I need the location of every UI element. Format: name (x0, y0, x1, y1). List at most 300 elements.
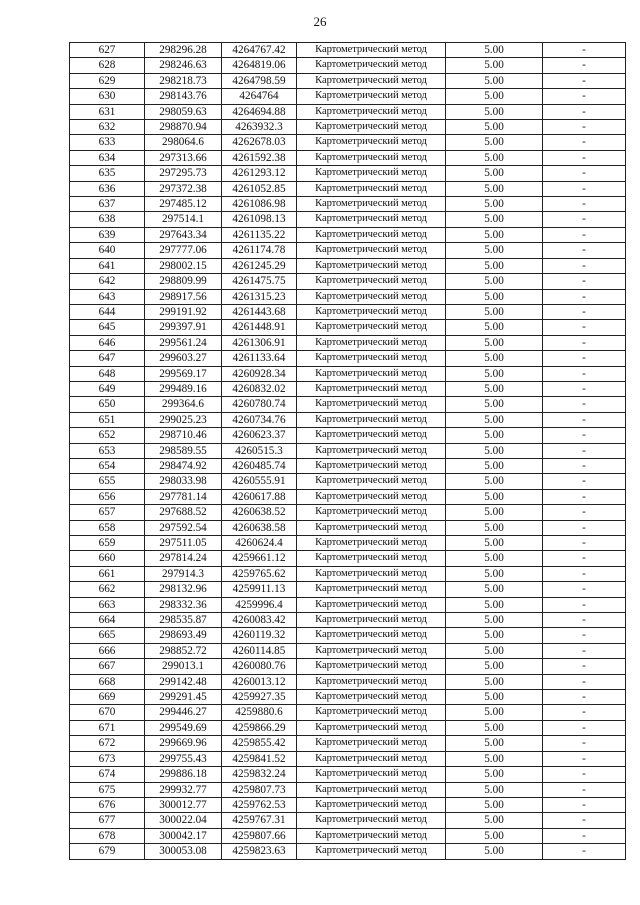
accuracy-cell: 5.00 (446, 412, 543, 427)
x-coordinate-cell: 297485.12 (145, 197, 222, 212)
y-coordinate-cell: 4260555.91 (222, 474, 297, 489)
note-cell: - (543, 736, 626, 751)
note-cell: - (543, 797, 626, 812)
table-row (70, 243, 626, 258)
note-cell: - (543, 274, 626, 289)
note-cell: - (543, 705, 626, 720)
x-coordinate-cell: 299142.48 (145, 674, 222, 689)
method-cell: Картометрический метод (297, 289, 446, 304)
note-cell: - (543, 582, 626, 597)
accuracy-cell: 5.00 (446, 474, 543, 489)
note-cell: - (543, 243, 626, 258)
y-coordinate-cell: 4261448.91 (222, 320, 297, 335)
point-number-cell: 633 (70, 135, 145, 150)
method-cell: Картометрический метод (297, 674, 446, 689)
table-row (70, 643, 626, 658)
accuracy-cell: 5.00 (446, 582, 543, 597)
note-cell: - (543, 674, 626, 689)
y-coordinate-cell: 4259996.4 (222, 597, 297, 612)
note-cell: - (543, 844, 626, 859)
point-number-cell: 665 (70, 628, 145, 643)
accuracy-cell: 5.00 (446, 659, 543, 674)
note-cell: - (543, 43, 626, 58)
table-row (70, 150, 626, 165)
x-coordinate-cell: 299549.69 (145, 720, 222, 735)
method-cell: Картометрический метод (297, 181, 446, 196)
accuracy-cell: 5.00 (446, 782, 543, 797)
note-cell: - (543, 813, 626, 828)
y-coordinate-cell: 4259767.31 (222, 813, 297, 828)
y-coordinate-cell: 4261443.68 (222, 304, 297, 319)
y-coordinate-cell: 4260623.37 (222, 428, 297, 443)
note-cell: - (543, 89, 626, 104)
x-coordinate-cell: 299489.16 (145, 381, 222, 396)
x-coordinate-cell: 298059.63 (145, 104, 222, 119)
x-coordinate-cell: 298218.73 (145, 73, 222, 88)
point-number-cell: 675 (70, 782, 145, 797)
table-row (70, 828, 626, 843)
accuracy-cell: 5.00 (446, 443, 543, 458)
method-cell: Картометрический метод (297, 844, 446, 859)
note-cell: - (543, 366, 626, 381)
point-number-cell: 629 (70, 73, 145, 88)
x-coordinate-cell: 298917.56 (145, 289, 222, 304)
y-coordinate-cell: 4260114.85 (222, 643, 297, 658)
accuracy-cell: 5.00 (446, 597, 543, 612)
table-row (70, 782, 626, 797)
point-number-cell: 671 (70, 720, 145, 735)
note-cell: - (543, 428, 626, 443)
accuracy-cell: 5.00 (446, 197, 543, 212)
accuracy-cell: 5.00 (446, 89, 543, 104)
x-coordinate-cell: 299291.45 (145, 690, 222, 705)
method-cell: Картометрический метод (297, 412, 446, 427)
y-coordinate-cell: 4261306.91 (222, 335, 297, 350)
x-coordinate-cell: 298535.87 (145, 613, 222, 628)
x-coordinate-cell: 297643.34 (145, 227, 222, 242)
accuracy-cell: 5.00 (446, 320, 543, 335)
method-cell: Картометрический метод (297, 397, 446, 412)
table-row (70, 73, 626, 88)
note-cell: - (543, 289, 626, 304)
table-row (70, 289, 626, 304)
method-cell: Картометрический метод (297, 243, 446, 258)
accuracy-cell: 5.00 (446, 104, 543, 119)
method-cell: Картометрический метод (297, 797, 446, 812)
x-coordinate-cell: 299561.24 (145, 335, 222, 350)
table-row (70, 705, 626, 720)
x-coordinate-cell: 297295.73 (145, 166, 222, 181)
table-row (70, 505, 626, 520)
note-cell: - (543, 197, 626, 212)
method-cell: Картометрический метод (297, 212, 446, 227)
point-number-cell: 654 (70, 458, 145, 473)
x-coordinate-cell: 298132.96 (145, 582, 222, 597)
y-coordinate-cell: 4260083.42 (222, 613, 297, 628)
y-coordinate-cell: 4259661.12 (222, 551, 297, 566)
y-coordinate-cell: 4260638.52 (222, 505, 297, 520)
table-row (70, 458, 626, 473)
y-coordinate-cell: 4259762.53 (222, 797, 297, 812)
y-coordinate-cell: 4260928.34 (222, 366, 297, 381)
method-cell: Картометрический метод (297, 43, 446, 58)
point-number-cell: 651 (70, 412, 145, 427)
y-coordinate-cell: 4259823.63 (222, 844, 297, 859)
accuracy-cell: 5.00 (446, 58, 543, 73)
x-coordinate-cell: 299025.23 (145, 412, 222, 427)
coordinates-table-body (70, 43, 626, 860)
y-coordinate-cell: 4259807.73 (222, 782, 297, 797)
y-coordinate-cell: 4261135.22 (222, 227, 297, 242)
point-number-cell: 653 (70, 443, 145, 458)
y-coordinate-cell: 4260013.12 (222, 674, 297, 689)
point-number-cell: 639 (70, 227, 145, 242)
point-number-cell: 647 (70, 351, 145, 366)
x-coordinate-cell: 298809.99 (145, 274, 222, 289)
method-cell: Картометрический метод (297, 458, 446, 473)
point-number-cell: 640 (70, 243, 145, 258)
accuracy-cell: 5.00 (446, 674, 543, 689)
table-row (70, 720, 626, 735)
table-row (70, 736, 626, 751)
table-row (70, 381, 626, 396)
note-cell: - (543, 643, 626, 658)
accuracy-cell: 5.00 (446, 243, 543, 258)
note-cell: - (543, 828, 626, 843)
note-cell: - (543, 720, 626, 735)
y-coordinate-cell: 4260734.76 (222, 412, 297, 427)
note-cell: - (543, 443, 626, 458)
point-number-cell: 664 (70, 613, 145, 628)
note-cell: - (543, 351, 626, 366)
accuracy-cell: 5.00 (446, 828, 543, 843)
table-row (70, 351, 626, 366)
x-coordinate-cell: 297514.1 (145, 212, 222, 227)
point-number-cell: 656 (70, 489, 145, 504)
table-row (70, 304, 626, 319)
method-cell: Картометрический метод (297, 197, 446, 212)
table-row (70, 566, 626, 581)
note-cell: - (543, 566, 626, 581)
note-cell: - (543, 458, 626, 473)
x-coordinate-cell: 299886.18 (145, 767, 222, 782)
accuracy-cell: 5.00 (446, 351, 543, 366)
point-number-cell: 636 (70, 181, 145, 196)
point-number-cell: 679 (70, 844, 145, 859)
note-cell: - (543, 536, 626, 551)
point-number-cell: 676 (70, 797, 145, 812)
x-coordinate-cell: 297914.3 (145, 566, 222, 581)
table-row (70, 181, 626, 196)
x-coordinate-cell: 298033.98 (145, 474, 222, 489)
point-number-cell: 668 (70, 674, 145, 689)
y-coordinate-cell: 4261086.98 (222, 197, 297, 212)
x-coordinate-cell: 299013.1 (145, 659, 222, 674)
point-number-cell: 644 (70, 304, 145, 319)
y-coordinate-cell: 4264694.88 (222, 104, 297, 119)
y-coordinate-cell: 4259866.29 (222, 720, 297, 735)
method-cell: Картометрический метод (297, 597, 446, 612)
accuracy-cell: 5.00 (446, 751, 543, 766)
method-cell: Картометрический метод (297, 258, 446, 273)
x-coordinate-cell: 297511.05 (145, 536, 222, 551)
x-coordinate-cell: 297814.24 (145, 551, 222, 566)
x-coordinate-cell: 300042.17 (145, 828, 222, 843)
method-cell: Картометрический метод (297, 73, 446, 88)
y-coordinate-cell: 4264819.06 (222, 58, 297, 73)
point-number-cell: 632 (70, 120, 145, 135)
x-coordinate-cell: 298870.94 (145, 120, 222, 135)
y-coordinate-cell: 4262678.03 (222, 135, 297, 150)
y-coordinate-cell: 4264764 (222, 89, 297, 104)
x-coordinate-cell: 299397.91 (145, 320, 222, 335)
table-row (70, 120, 626, 135)
x-coordinate-cell: 298296.28 (145, 43, 222, 58)
note-cell: - (543, 474, 626, 489)
note-cell: - (543, 381, 626, 396)
accuracy-cell: 5.00 (446, 227, 543, 242)
table-row (70, 597, 626, 612)
method-cell: Картометрический метод (297, 227, 446, 242)
y-coordinate-cell: 4259765.62 (222, 566, 297, 581)
method-cell: Картометрический метод (297, 782, 446, 797)
x-coordinate-cell: 300012.77 (145, 797, 222, 812)
method-cell: Картометрический метод (297, 813, 446, 828)
method-cell: Картометрический метод (297, 520, 446, 535)
accuracy-cell: 5.00 (446, 628, 543, 643)
x-coordinate-cell: 299669.96 (145, 736, 222, 751)
point-number-cell: 650 (70, 397, 145, 412)
method-cell: Картометрический метод (297, 381, 446, 396)
method-cell: Картометрический метод (297, 489, 446, 504)
method-cell: Картометрический метод (297, 366, 446, 381)
note-cell: - (543, 659, 626, 674)
note-cell: - (543, 782, 626, 797)
note-cell: - (543, 181, 626, 196)
table-row (70, 674, 626, 689)
accuracy-cell: 5.00 (446, 489, 543, 504)
table-row (70, 536, 626, 551)
x-coordinate-cell: 298589.55 (145, 443, 222, 458)
method-cell: Картометрический метод (297, 628, 446, 643)
table-row (70, 613, 626, 628)
point-number-cell: 642 (70, 274, 145, 289)
point-number-cell: 649 (70, 381, 145, 396)
point-number-cell: 657 (70, 505, 145, 520)
table-row (70, 197, 626, 212)
method-cell: Картометрический метод (297, 613, 446, 628)
accuracy-cell: 5.00 (446, 720, 543, 735)
point-number-cell: 645 (70, 320, 145, 335)
point-number-cell: 672 (70, 736, 145, 751)
accuracy-cell: 5.00 (446, 551, 543, 566)
x-coordinate-cell: 299364.6 (145, 397, 222, 412)
y-coordinate-cell: 4259807.66 (222, 828, 297, 843)
table-row (70, 335, 626, 350)
table-row (70, 104, 626, 119)
point-number-cell: 646 (70, 335, 145, 350)
method-cell: Картометрический метод (297, 751, 446, 766)
accuracy-cell: 5.00 (446, 135, 543, 150)
table-row (70, 813, 626, 828)
method-cell: Картометрический метод (297, 536, 446, 551)
point-number-cell: 662 (70, 582, 145, 597)
table-row (70, 227, 626, 242)
note-cell: - (543, 489, 626, 504)
y-coordinate-cell: 4261133.64 (222, 351, 297, 366)
note-cell: - (543, 104, 626, 119)
point-number-cell: 635 (70, 166, 145, 181)
method-cell: Картометрический метод (297, 505, 446, 520)
table-row (70, 397, 626, 412)
x-coordinate-cell: 299569.17 (145, 366, 222, 381)
point-number-cell: 631 (70, 104, 145, 119)
y-coordinate-cell: 4259841.52 (222, 751, 297, 766)
method-cell: Картометрический метод (297, 135, 446, 150)
note-cell: - (543, 212, 626, 227)
accuracy-cell: 5.00 (446, 120, 543, 135)
coordinates-table (69, 42, 626, 860)
point-number-cell: 641 (70, 258, 145, 273)
accuracy-cell: 5.00 (446, 43, 543, 58)
point-number-cell: 637 (70, 197, 145, 212)
accuracy-cell: 5.00 (446, 813, 543, 828)
point-number-cell: 666 (70, 643, 145, 658)
table-row (70, 428, 626, 443)
method-cell: Картометрический метод (297, 690, 446, 705)
note-cell: - (543, 397, 626, 412)
x-coordinate-cell: 298332.36 (145, 597, 222, 612)
x-coordinate-cell: 297592.54 (145, 520, 222, 535)
table-row (70, 690, 626, 705)
table-row (70, 628, 626, 643)
point-number-cell: 630 (70, 89, 145, 104)
table-row (70, 258, 626, 273)
note-cell: - (543, 58, 626, 73)
accuracy-cell: 5.00 (446, 274, 543, 289)
y-coordinate-cell: 4264767.42 (222, 43, 297, 58)
method-cell: Картометрический метод (297, 551, 446, 566)
method-cell: Картометрический метод (297, 566, 446, 581)
table-row (70, 443, 626, 458)
x-coordinate-cell: 297777.06 (145, 243, 222, 258)
accuracy-cell: 5.00 (446, 212, 543, 227)
x-coordinate-cell: 298143.76 (145, 89, 222, 104)
method-cell: Картометрический метод (297, 659, 446, 674)
table-row (70, 43, 626, 58)
y-coordinate-cell: 4261174.78 (222, 243, 297, 258)
y-coordinate-cell: 4261475.75 (222, 274, 297, 289)
note-cell: - (543, 320, 626, 335)
table-row (70, 212, 626, 227)
y-coordinate-cell: 4261315.23 (222, 289, 297, 304)
table-row (70, 320, 626, 335)
point-number-cell: 634 (70, 150, 145, 165)
method-cell: Картометрический метод (297, 120, 446, 135)
table-row (70, 274, 626, 289)
accuracy-cell: 5.00 (446, 505, 543, 520)
y-coordinate-cell: 4261245.29 (222, 258, 297, 273)
table-row (70, 135, 626, 150)
method-cell: Картометрический метод (297, 335, 446, 350)
method-cell: Картометрический метод (297, 304, 446, 319)
x-coordinate-cell: 298064.6 (145, 135, 222, 150)
page-number: 26 (313, 14, 327, 29)
accuracy-cell: 5.00 (446, 643, 543, 658)
y-coordinate-cell: 4261293.12 (222, 166, 297, 181)
table-row (70, 489, 626, 504)
table-row (70, 659, 626, 674)
point-number-cell: 643 (70, 289, 145, 304)
x-coordinate-cell: 300053.08 (145, 844, 222, 859)
note-cell: - (543, 767, 626, 782)
x-coordinate-cell: 299446.27 (145, 705, 222, 720)
table-row (70, 412, 626, 427)
y-coordinate-cell: 4260617.88 (222, 489, 297, 504)
accuracy-cell: 5.00 (446, 150, 543, 165)
point-number-cell: 678 (70, 828, 145, 843)
note-cell: - (543, 751, 626, 766)
x-coordinate-cell: 300022.04 (145, 813, 222, 828)
x-coordinate-cell: 298474.92 (145, 458, 222, 473)
point-number-cell: 663 (70, 597, 145, 612)
point-number-cell: 670 (70, 705, 145, 720)
note-cell: - (543, 628, 626, 643)
note-cell: - (543, 520, 626, 535)
note-cell: - (543, 227, 626, 242)
point-number-cell: 673 (70, 751, 145, 766)
point-number-cell: 655 (70, 474, 145, 489)
accuracy-cell: 5.00 (446, 690, 543, 705)
y-coordinate-cell: 4261098.13 (222, 212, 297, 227)
point-number-cell: 674 (70, 767, 145, 782)
x-coordinate-cell: 297313.66 (145, 150, 222, 165)
note-cell: - (543, 505, 626, 520)
note-cell: - (543, 73, 626, 88)
table-row (70, 89, 626, 104)
x-coordinate-cell: 299603.27 (145, 351, 222, 366)
x-coordinate-cell: 299932.77 (145, 782, 222, 797)
accuracy-cell: 5.00 (446, 566, 543, 581)
y-coordinate-cell: 4259832.24 (222, 767, 297, 782)
method-cell: Картометрический метод (297, 828, 446, 843)
point-number-cell: 652 (70, 428, 145, 443)
accuracy-cell: 5.00 (446, 844, 543, 859)
note-cell: - (543, 120, 626, 135)
note-cell: - (543, 166, 626, 181)
note-cell: - (543, 258, 626, 273)
point-number-cell: 667 (70, 659, 145, 674)
x-coordinate-cell: 297372.38 (145, 181, 222, 196)
note-cell: - (543, 304, 626, 319)
point-number-cell: 677 (70, 813, 145, 828)
table-row (70, 520, 626, 535)
table-row (70, 751, 626, 766)
accuracy-cell: 5.00 (446, 428, 543, 443)
note-cell: - (543, 150, 626, 165)
y-coordinate-cell: 4260119.32 (222, 628, 297, 643)
method-cell: Картометрический метод (297, 58, 446, 73)
point-number-cell: 627 (70, 43, 145, 58)
accuracy-cell: 5.00 (446, 705, 543, 720)
x-coordinate-cell: 298710.46 (145, 428, 222, 443)
accuracy-cell: 5.00 (446, 73, 543, 88)
y-coordinate-cell: 4259911.13 (222, 582, 297, 597)
accuracy-cell: 5.00 (446, 397, 543, 412)
x-coordinate-cell: 298246.63 (145, 58, 222, 73)
method-cell: Картометрический метод (297, 104, 446, 119)
y-coordinate-cell: 4260780.74 (222, 397, 297, 412)
